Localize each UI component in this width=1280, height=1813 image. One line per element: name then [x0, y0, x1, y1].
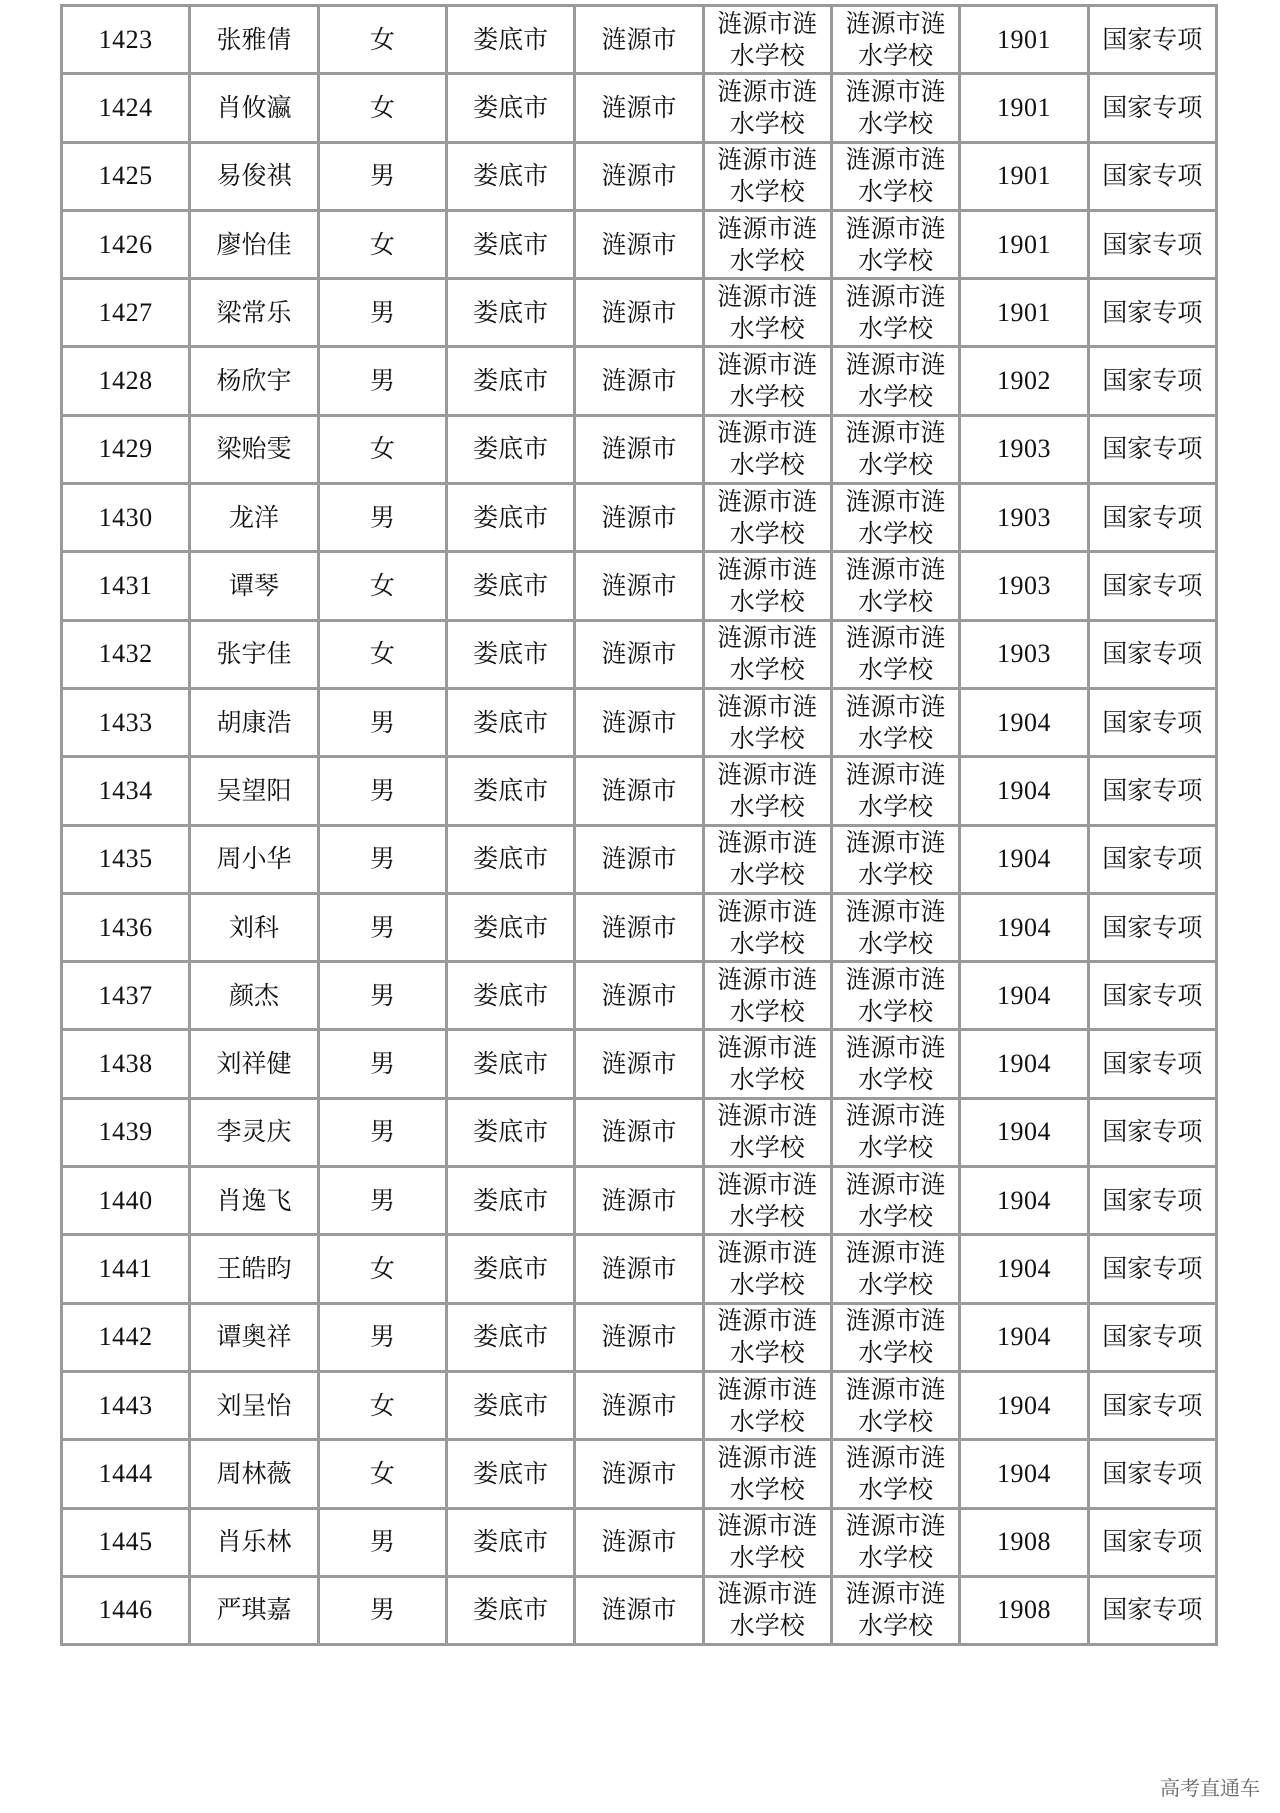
cell-city: 娄底市 — [446, 1371, 574, 1439]
cell-exam-school-text: 涟源市涟水学校 — [845, 1101, 946, 1163]
cell-school — [703, 1098, 831, 1166]
cell-gender: 男 — [318, 1030, 446, 1098]
cell-exam-school — [831, 210, 959, 278]
cell-school-text: 涟源市涟水学校 — [717, 1442, 818, 1504]
cell-student-name: 肖攸瀛 — [190, 74, 318, 142]
cell-school — [703, 74, 831, 142]
cell-city: 娄底市 — [446, 6, 574, 74]
cell-code: 1904 — [960, 1371, 1088, 1439]
cell-school-text: 涟源市涟水学校 — [717, 1579, 818, 1641]
cell-school — [703, 415, 831, 483]
cell-exam-school — [831, 825, 959, 893]
cell-exam-school-text: 涟源市涟水学校 — [845, 486, 946, 548]
cell-county: 涟源市 — [575, 279, 703, 347]
cell-student-name: 谭琴 — [190, 552, 318, 620]
cell-student-name: 龙洋 — [190, 484, 318, 552]
cell-exam-school-text: 涟源市涟水学校 — [845, 1033, 946, 1095]
cell-student-name: 颜杰 — [190, 962, 318, 1030]
cell-school — [703, 552, 831, 620]
cell-city: 娄底市 — [446, 1167, 574, 1235]
cell-serial-number: 1428 — [62, 347, 190, 415]
table-row — [62, 962, 1217, 1030]
cell-exam-school-text: 涟源市涟水学校 — [845, 555, 946, 617]
cell-exam-school-text: 涟源市涟水学校 — [845, 759, 946, 821]
cell-county: 涟源市 — [575, 347, 703, 415]
cell-code: 1908 — [960, 1508, 1088, 1576]
cell-county: 涟源市 — [575, 1440, 703, 1508]
cell-exam-school-text: 涟源市涟水学校 — [845, 1442, 946, 1504]
cell-student-name: 严琪嘉 — [190, 1576, 318, 1644]
cell-serial-number: 1441 — [62, 1235, 190, 1303]
cell-exam-school-text: 涟源市涟水学校 — [845, 1306, 946, 1368]
cell-plan-type: 国家专项 — [1088, 1167, 1216, 1235]
table-row — [62, 279, 1217, 347]
cell-gender: 女 — [318, 6, 446, 74]
cell-exam-school — [831, 1440, 959, 1508]
cell-plan-type: 国家专项 — [1088, 415, 1216, 483]
cell-plan-type: 国家专项 — [1088, 1098, 1216, 1166]
cell-serial-number: 1438 — [62, 1030, 190, 1098]
cell-exam-school — [831, 893, 959, 961]
cell-school-text: 涟源市涟水学校 — [717, 828, 818, 890]
cell-serial-number: 1434 — [62, 757, 190, 825]
cell-exam-school — [831, 142, 959, 210]
cell-exam-school-text: 涟源市涟水学校 — [845, 1579, 946, 1641]
cell-exam-school — [831, 1576, 959, 1644]
cell-county: 涟源市 — [575, 552, 703, 620]
cell-gender: 男 — [318, 962, 446, 1030]
cell-plan-type: 国家专项 — [1088, 1371, 1216, 1439]
cell-city: 娄底市 — [446, 484, 574, 552]
cell-plan-type: 国家专项 — [1088, 962, 1216, 1030]
cell-county: 涟源市 — [575, 142, 703, 210]
cell-code: 1904 — [960, 825, 1088, 893]
cell-code: 1904 — [960, 893, 1088, 961]
cell-county: 涟源市 — [575, 893, 703, 961]
cell-exam-school-text: 涟源市涟水学校 — [845, 1511, 946, 1573]
cell-serial-number: 1444 — [62, 1440, 190, 1508]
cell-county: 涟源市 — [575, 620, 703, 688]
cell-plan-type: 国家专项 — [1088, 893, 1216, 961]
cell-school-text: 涟源市涟水学校 — [717, 623, 818, 685]
cell-code: 1904 — [960, 1303, 1088, 1371]
cell-school — [703, 347, 831, 415]
cell-student-name: 周小华 — [190, 825, 318, 893]
cell-exam-school — [831, 1030, 959, 1098]
cell-school — [703, 825, 831, 893]
cell-school — [703, 1371, 831, 1439]
table-row — [62, 6, 1217, 74]
cell-serial-number: 1443 — [62, 1371, 190, 1439]
cell-student-name: 杨欣宇 — [190, 347, 318, 415]
cell-student-name: 张雅倩 — [190, 6, 318, 74]
cell-school — [703, 279, 831, 347]
cell-county: 涟源市 — [575, 1167, 703, 1235]
cell-gender: 男 — [318, 825, 446, 893]
cell-school — [703, 1167, 831, 1235]
watermark-text: 高考直通车 — [1160, 1776, 1260, 1800]
cell-code: 1904 — [960, 1440, 1088, 1508]
cell-plan-type: 国家专项 — [1088, 1576, 1216, 1644]
cell-school-text: 涟源市涟水学校 — [717, 1101, 818, 1163]
cell-plan-type: 国家专项 — [1088, 688, 1216, 756]
roster-table-container — [60, 4, 1218, 1646]
cell-student-name: 周林薇 — [190, 1440, 318, 1508]
cell-school-text: 涟源市涟水学校 — [717, 896, 818, 958]
cell-city: 娄底市 — [446, 415, 574, 483]
cell-exam-school-text: 涟源市涟水学校 — [845, 896, 946, 958]
table-row — [62, 74, 1217, 142]
cell-code: 1901 — [960, 74, 1088, 142]
cell-school-text: 涟源市涟水学校 — [717, 1169, 818, 1231]
cell-exam-school — [831, 1371, 959, 1439]
cell-serial-number: 1439 — [62, 1098, 190, 1166]
cell-school — [703, 757, 831, 825]
cell-serial-number: 1427 — [62, 279, 190, 347]
table-row — [62, 552, 1217, 620]
cell-exam-school — [831, 74, 959, 142]
cell-gender: 男 — [318, 347, 446, 415]
cell-serial-number: 1433 — [62, 688, 190, 756]
cell-student-name: 肖逸飞 — [190, 1167, 318, 1235]
cell-plan-type: 国家专项 — [1088, 825, 1216, 893]
cell-code: 1903 — [960, 620, 1088, 688]
cell-county: 涟源市 — [575, 1303, 703, 1371]
cell-county: 涟源市 — [575, 962, 703, 1030]
cell-school-text: 涟源市涟水学校 — [717, 418, 818, 480]
cell-plan-type: 国家专项 — [1088, 484, 1216, 552]
cell-gender: 女 — [318, 620, 446, 688]
cell-county: 涟源市 — [575, 210, 703, 278]
table-row — [62, 757, 1217, 825]
cell-county: 涟源市 — [575, 1235, 703, 1303]
table-row — [62, 1303, 1217, 1371]
cell-school-text: 涟源市涟水学校 — [717, 1237, 818, 1299]
cell-student-name: 刘祥健 — [190, 1030, 318, 1098]
cell-school — [703, 6, 831, 74]
cell-county: 涟源市 — [575, 1371, 703, 1439]
cell-school — [703, 210, 831, 278]
cell-exam-school-text: 涟源市涟水学校 — [845, 145, 946, 207]
cell-plan-type: 国家专项 — [1088, 142, 1216, 210]
table-row — [62, 1030, 1217, 1098]
cell-gender: 女 — [318, 1440, 446, 1508]
cell-city: 娄底市 — [446, 74, 574, 142]
cell-exam-school-text: 涟源市涟水学校 — [845, 8, 946, 70]
table-row — [62, 347, 1217, 415]
table-row — [62, 1167, 1217, 1235]
cell-gender: 女 — [318, 1235, 446, 1303]
table-row — [62, 893, 1217, 961]
cell-school — [703, 1440, 831, 1508]
cell-school-text: 涟源市涟水学校 — [717, 486, 818, 548]
roster-table-body — [62, 6, 1217, 1645]
cell-city: 娄底市 — [446, 825, 574, 893]
cell-gender: 女 — [318, 210, 446, 278]
cell-student-name: 刘呈怡 — [190, 1371, 318, 1439]
cell-gender: 男 — [318, 1303, 446, 1371]
cell-city: 娄底市 — [446, 1508, 574, 1576]
table-row — [62, 210, 1217, 278]
cell-city: 娄底市 — [446, 1440, 574, 1508]
cell-serial-number: 1431 — [62, 552, 190, 620]
cell-exam-school — [831, 552, 959, 620]
cell-serial-number: 1436 — [62, 893, 190, 961]
cell-school — [703, 1576, 831, 1644]
cell-student-name: 王皓昀 — [190, 1235, 318, 1303]
cell-exam-school — [831, 688, 959, 756]
cell-school-text: 涟源市涟水学校 — [717, 1033, 818, 1095]
cell-city: 娄底市 — [446, 210, 574, 278]
table-row — [62, 484, 1217, 552]
cell-plan-type: 国家专项 — [1088, 1303, 1216, 1371]
table-row — [62, 1576, 1217, 1644]
cell-student-name: 李灵庆 — [190, 1098, 318, 1166]
cell-exam-school — [831, 1167, 959, 1235]
cell-city: 娄底市 — [446, 1576, 574, 1644]
cell-plan-type: 国家专项 — [1088, 279, 1216, 347]
cell-code: 1903 — [960, 552, 1088, 620]
cell-school-text: 涟源市涟水学校 — [717, 76, 818, 138]
cell-city: 娄底市 — [446, 962, 574, 1030]
cell-school — [703, 962, 831, 1030]
cell-county: 涟源市 — [575, 688, 703, 756]
cell-code: 1901 — [960, 279, 1088, 347]
cell-exam-school-text: 涟源市涟水学校 — [845, 281, 946, 343]
cell-county: 涟源市 — [575, 1030, 703, 1098]
cell-student-name: 梁贻雯 — [190, 415, 318, 483]
cell-code: 1908 — [960, 1576, 1088, 1644]
cell-exam-school-text: 涟源市涟水学校 — [845, 623, 946, 685]
cell-code: 1904 — [960, 1235, 1088, 1303]
cell-exam-school — [831, 347, 959, 415]
cell-plan-type: 国家专项 — [1088, 552, 1216, 620]
cell-student-name: 刘科 — [190, 893, 318, 961]
cell-school — [703, 484, 831, 552]
cell-city: 娄底市 — [446, 1235, 574, 1303]
cell-city: 娄底市 — [446, 1303, 574, 1371]
cell-city: 娄底市 — [446, 757, 574, 825]
cell-school-text: 涟源市涟水学校 — [717, 8, 818, 70]
cell-serial-number: 1445 — [62, 1508, 190, 1576]
cell-school-text: 涟源市涟水学校 — [717, 1306, 818, 1368]
cell-gender: 男 — [318, 1576, 446, 1644]
cell-county: 涟源市 — [575, 1098, 703, 1166]
cell-code: 1904 — [960, 1167, 1088, 1235]
cell-school — [703, 1303, 831, 1371]
cell-plan-type: 国家专项 — [1088, 1030, 1216, 1098]
cell-school-text: 涟源市涟水学校 — [717, 1511, 818, 1573]
table-row — [62, 142, 1217, 210]
cell-county: 涟源市 — [575, 825, 703, 893]
cell-gender: 男 — [318, 1508, 446, 1576]
cell-school-text: 涟源市涟水学校 — [717, 759, 818, 821]
cell-gender: 男 — [318, 279, 446, 347]
cell-code: 1904 — [960, 688, 1088, 756]
cell-county: 涟源市 — [575, 484, 703, 552]
cell-school-text: 涟源市涟水学校 — [717, 145, 818, 207]
cell-code: 1904 — [960, 1098, 1088, 1166]
cell-serial-number: 1432 — [62, 620, 190, 688]
cell-plan-type: 国家专项 — [1088, 347, 1216, 415]
cell-exam-school — [831, 6, 959, 74]
cell-school-text: 涟源市涟水学校 — [717, 350, 818, 412]
cell-exam-school — [831, 1508, 959, 1576]
cell-student-name: 张宇佳 — [190, 620, 318, 688]
cell-plan-type: 国家专项 — [1088, 6, 1216, 74]
cell-exam-school — [831, 279, 959, 347]
cell-city: 娄底市 — [446, 1098, 574, 1166]
cell-school — [703, 893, 831, 961]
cell-county: 涟源市 — [575, 757, 703, 825]
cell-gender: 女 — [318, 1371, 446, 1439]
cell-code: 1904 — [960, 757, 1088, 825]
cell-student-name: 谭奥祥 — [190, 1303, 318, 1371]
cell-county: 涟源市 — [575, 415, 703, 483]
cell-school-text: 涟源市涟水学校 — [717, 964, 818, 1026]
cell-gender: 女 — [318, 74, 446, 142]
cell-city: 娄底市 — [446, 552, 574, 620]
cell-code: 1904 — [960, 1030, 1088, 1098]
cell-serial-number: 1425 — [62, 142, 190, 210]
cell-code: 1902 — [960, 347, 1088, 415]
cell-serial-number: 1429 — [62, 415, 190, 483]
cell-city: 娄底市 — [446, 347, 574, 415]
cell-code: 1901 — [960, 142, 1088, 210]
cell-exam-school-text: 涟源市涟水学校 — [845, 350, 946, 412]
cell-school-text: 涟源市涟水学校 — [717, 555, 818, 617]
cell-plan-type: 国家专项 — [1088, 1508, 1216, 1576]
cell-gender: 女 — [318, 415, 446, 483]
cell-gender: 男 — [318, 484, 446, 552]
cell-student-name: 梁常乐 — [190, 279, 318, 347]
cell-gender: 男 — [318, 757, 446, 825]
cell-city: 娄底市 — [446, 142, 574, 210]
cell-city: 娄底市 — [446, 688, 574, 756]
table-row — [62, 1440, 1217, 1508]
cell-student-name: 胡康浩 — [190, 688, 318, 756]
table-row — [62, 415, 1217, 483]
cell-exam-school-text: 涟源市涟水学校 — [845, 828, 946, 890]
cell-serial-number: 1426 — [62, 210, 190, 278]
cell-gender: 男 — [318, 1098, 446, 1166]
cell-student-name: 廖怡佳 — [190, 210, 318, 278]
cell-exam-school-text: 涟源市涟水学校 — [845, 691, 946, 753]
cell-code: 1903 — [960, 484, 1088, 552]
cell-gender: 男 — [318, 893, 446, 961]
cell-student-name: 吴望阳 — [190, 757, 318, 825]
table-row — [62, 620, 1217, 688]
cell-plan-type: 国家专项 — [1088, 74, 1216, 142]
cell-exam-school-text: 涟源市涟水学校 — [845, 1374, 946, 1436]
cell-exam-school-text: 涟源市涟水学校 — [845, 1169, 946, 1231]
cell-plan-type: 国家专项 — [1088, 1235, 1216, 1303]
cell-plan-type: 国家专项 — [1088, 757, 1216, 825]
cell-county: 涟源市 — [575, 1576, 703, 1644]
cell-exam-school — [831, 415, 959, 483]
cell-code: 1901 — [960, 6, 1088, 74]
cell-city: 娄底市 — [446, 893, 574, 961]
cell-school-text: 涟源市涟水学校 — [717, 1374, 818, 1436]
cell-code: 1903 — [960, 415, 1088, 483]
cell-school — [703, 620, 831, 688]
cell-school — [703, 688, 831, 756]
table-row — [62, 1371, 1217, 1439]
table-row — [62, 1508, 1217, 1576]
cell-school — [703, 1508, 831, 1576]
cell-exam-school — [831, 1303, 959, 1371]
cell-city: 娄底市 — [446, 620, 574, 688]
cell-exam-school-text: 涟源市涟水学校 — [845, 76, 946, 138]
cell-code: 1901 — [960, 210, 1088, 278]
cell-gender: 男 — [318, 1167, 446, 1235]
table-row — [62, 688, 1217, 756]
cell-exam-school-text: 涟源市涟水学校 — [845, 213, 946, 275]
cell-gender: 男 — [318, 688, 446, 756]
cell-serial-number: 1424 — [62, 74, 190, 142]
cell-code: 1904 — [960, 962, 1088, 1030]
cell-student-name: 易俊祺 — [190, 142, 318, 210]
cell-exam-school-text: 涟源市涟水学校 — [845, 964, 946, 1026]
cell-exam-school — [831, 1098, 959, 1166]
table-row — [62, 1098, 1217, 1166]
cell-county: 涟源市 — [575, 74, 703, 142]
cell-plan-type: 国家专项 — [1088, 620, 1216, 688]
cell-gender: 男 — [318, 142, 446, 210]
cell-school — [703, 1235, 831, 1303]
cell-gender: 女 — [318, 552, 446, 620]
cell-exam-school — [831, 620, 959, 688]
cell-county: 涟源市 — [575, 1508, 703, 1576]
cell-serial-number: 1437 — [62, 962, 190, 1030]
cell-exam-school — [831, 1235, 959, 1303]
table-row — [62, 825, 1217, 893]
cell-school — [703, 1030, 831, 1098]
cell-exam-school-text: 涟源市涟水学校 — [845, 1237, 946, 1299]
cell-city: 娄底市 — [446, 1030, 574, 1098]
roster-table — [60, 4, 1218, 1646]
cell-serial-number: 1442 — [62, 1303, 190, 1371]
cell-student-name: 肖乐林 — [190, 1508, 318, 1576]
cell-serial-number: 1435 — [62, 825, 190, 893]
cell-plan-type: 国家专项 — [1088, 210, 1216, 278]
cell-county: 涟源市 — [575, 6, 703, 74]
table-row — [62, 1235, 1217, 1303]
cell-serial-number: 1430 — [62, 484, 190, 552]
cell-exam-school-text: 涟源市涟水学校 — [845, 418, 946, 480]
cell-exam-school — [831, 757, 959, 825]
cell-school-text: 涟源市涟水学校 — [717, 281, 818, 343]
cell-school — [703, 142, 831, 210]
cell-school-text: 涟源市涟水学校 — [717, 691, 818, 753]
cell-exam-school — [831, 484, 959, 552]
cell-serial-number: 1440 — [62, 1167, 190, 1235]
cell-exam-school — [831, 962, 959, 1030]
cell-serial-number: 1423 — [62, 6, 190, 74]
cell-serial-number: 1446 — [62, 1576, 190, 1644]
cell-plan-type: 国家专项 — [1088, 1440, 1216, 1508]
cell-school-text: 涟源市涟水学校 — [717, 213, 818, 275]
cell-city: 娄底市 — [446, 279, 574, 347]
